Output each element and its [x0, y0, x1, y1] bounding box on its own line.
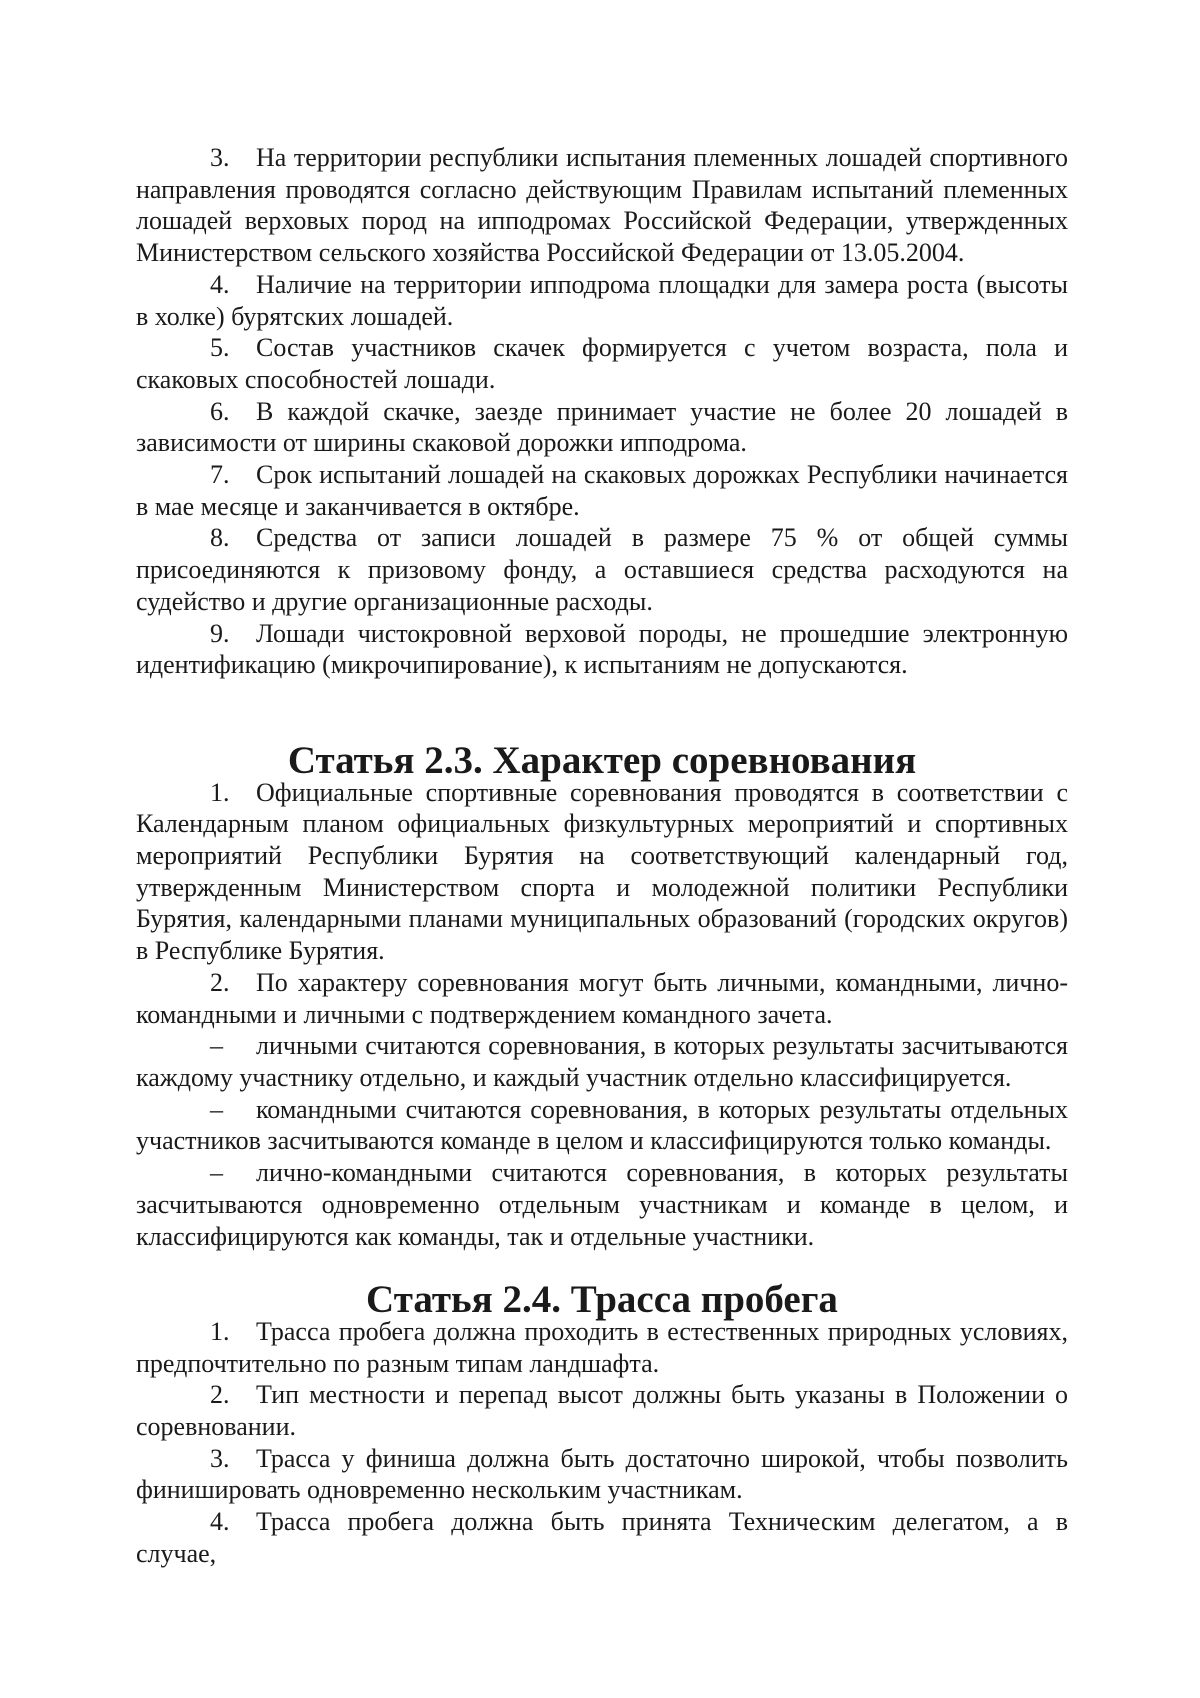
list-item: [136, 1030, 1068, 1093]
list-item: [136, 1157, 1068, 1252]
item-number: 7.: [210, 460, 230, 490]
item-text: Тип местности и перепад высот должны быть указаны в Положении о соревновании.: [136, 1380, 1068, 1442]
list-item: [136, 1443, 1068, 1506]
document-page: [136, 142, 1068, 1570]
item-text: Трасса пробега должна быть принята Техническим делегатом, а в случае,: [136, 1507, 1068, 1568]
item-number: 4.: [210, 1507, 230, 1537]
item-number: 1.: [210, 777, 230, 807]
list-item: [136, 777, 1068, 967]
section-2-4-heading: Статья 2.4. Трасса пробега: [366, 1278, 838, 1322]
item-text: Срок испытаний лошадей на скаковых дорожках Республики начинается в мае месяце и заканчивается в октябре.: [136, 460, 1068, 521]
item-number: 8.: [210, 523, 230, 553]
list-item: [136, 396, 1068, 459]
item-text: Лошади чистокровной верховой породы, не прошедшие электронную идентификацию (микрочипирование), к испытаниям не допускаются.: [136, 618, 1068, 680]
list-item: [136, 459, 1068, 522]
section-2-3-heading: Статья 2.3. Характер соревнования: [287, 738, 917, 782]
list-item: [136, 522, 1068, 617]
item-text: командными считаются соревнования, в которых результаты отдельных участников засчитываются команде в целом и классифицируются только команды.: [136, 1094, 1068, 1156]
item-text: На территории республики испытания племенных лошадей спортивного направления проводятся согласно действующим Правилам испытаний племенных лошадей верховых пород на ипподромах Российской Федерации, утвержденных Министерством сельского хозяйства Российской Федерации от 13.05.2004.: [136, 143, 1068, 268]
section-2-4-list: [136, 1316, 1068, 1570]
item-number: 3.: [210, 1443, 230, 1473]
item-text: По характеру соревнования могут быть личными, командными, лично-командными и личными с подтверждением командного зачета.: [136, 967, 1068, 1029]
item-number: 1.: [210, 1316, 230, 1346]
item-dash: –: [210, 1031, 223, 1061]
item-text: Средства от записи лошадей в размере 75 % от общей суммы присоединяются к призовому фонду, а оставшиеся средства расходуются на судейство и другие организационные расходы.: [136, 523, 1068, 616]
item-text: лично-командными считаются соревнования, в которых результаты засчитываются одновременно отдельным участникам и команде в целом, и классифицируются как команды, так и отдельные участники.: [136, 1158, 1068, 1251]
item-text: Официальные спортивные соревнования проводятся в соответствии с Календарным планом официальных физкультурных мероприятий и спортивных мероприятий Республики Бурятия на соответствующий календарный год, утвержденным Министерством спорта и молодежной политики Республики Бурятия, календарными планами муниципальных образований (городских округов) в Республике Бурятия.: [136, 777, 1068, 966]
item-text: личными считаются соревнования, в которых результаты засчитываются каждому участнику отдельно, и каждый участник отдельно классифицируется.: [136, 1031, 1068, 1092]
list-item: [136, 1379, 1068, 1442]
list-item: [136, 967, 1068, 1030]
item-text: Трасса у финиша должна быть достаточно широкой, чтобы позволить финишировать одновременно нескольким участникам.: [136, 1443, 1068, 1505]
item-text: Трасса пробега должна проходить в естественных природных условиях, предпочтительно по разным типам ландшафта.: [136, 1316, 1068, 1378]
item-dash: –: [210, 1094, 223, 1124]
item-number: 6.: [210, 396, 230, 426]
item-number: 5.: [210, 333, 230, 363]
section-2-3-list: [136, 777, 1068, 1253]
list-item: [136, 332, 1068, 395]
item-number: 2.: [210, 1380, 230, 1410]
item-number: 3.: [210, 143, 230, 172]
item-text: Наличие на территории ипподрома площадки для замера роста (высоты в холке) бурятских лошадей.: [136, 269, 1068, 331]
item-number: 9.: [210, 618, 230, 648]
item-number: 4.: [210, 269, 230, 299]
list-item: [136, 142, 1068, 269]
section-spacer: [136, 681, 1068, 745]
list-item: [136, 1094, 1068, 1157]
list-item: [136, 1316, 1068, 1379]
list-item: [136, 269, 1068, 332]
item-text: Состав участников скачек формируется с учетом возраста, пола и скаковых способностей лошади.: [136, 333, 1068, 394]
list-item: [136, 618, 1068, 681]
list-item: [136, 1506, 1068, 1569]
item-dash: –: [210, 1158, 223, 1188]
section-2-2-list: [136, 142, 1068, 681]
item-text: В каждой скачке, заезде принимает участие не более 20 лошадей в зависимости от ширины скаковой дорожки ипподрома.: [136, 396, 1068, 458]
item-number: 2.: [210, 967, 230, 997]
